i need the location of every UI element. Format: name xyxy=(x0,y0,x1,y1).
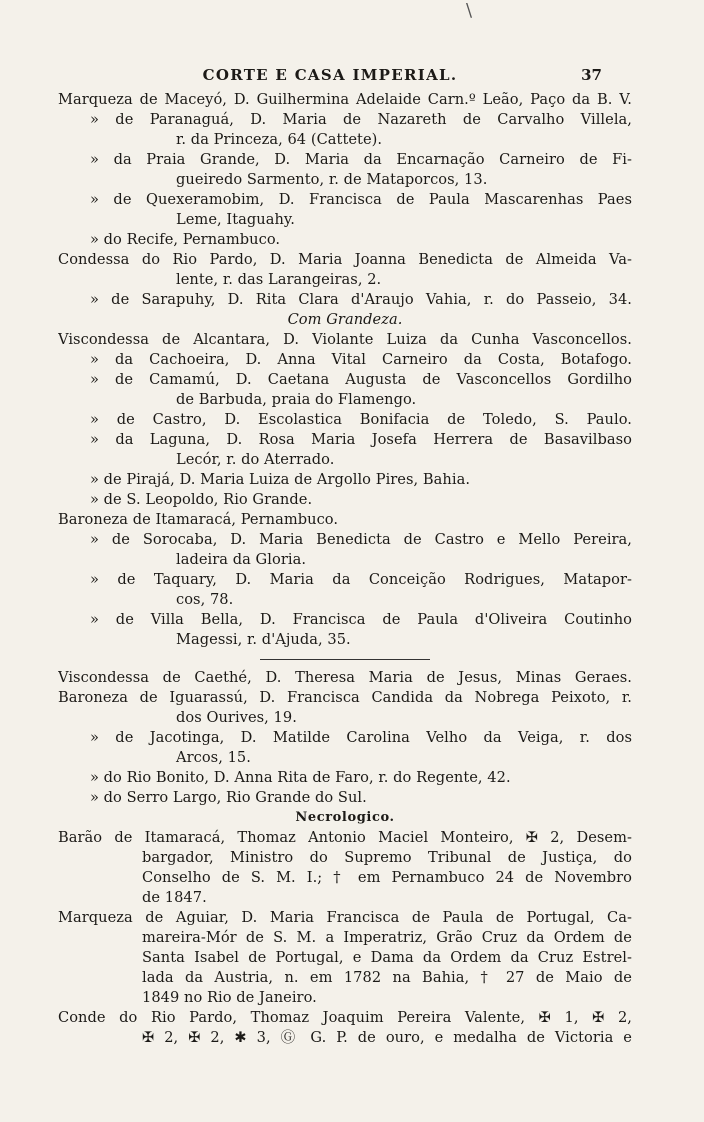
entry-line: » do Serro Largo, Rio Grande do Sul. xyxy=(90,789,367,806)
entry-line: » do Recife, Pernambuco. xyxy=(90,231,281,248)
page-title: CORTE E CASA IMPERIAL. xyxy=(202,66,458,84)
entry-line: Viscondessa de Caethé, D. Theresa Maria de Jesus, Minas Geraes. xyxy=(58,669,632,686)
entry-line: » de Pirajá, D. Maria Luiza de Argollo Pires, Bahia. xyxy=(90,471,471,488)
entry-line: Lecór, r. do Aterrado. xyxy=(176,451,335,468)
entry-line: Viscondessa de Alcantara, D. Violante Luiza da Cunha Vasconcellos. xyxy=(58,331,632,348)
entry-line: » da Praia Grande, D. Maria da Encarnação Carneiro de Fi- xyxy=(90,151,632,168)
entry-line: ladeira da Gloria. xyxy=(176,551,307,568)
entry-line: Condessa do Rio Pardo, D. Maria Joanna Benedicta de Almeida Va- xyxy=(58,251,632,268)
entry-line: » de Camamú, D. Caetana Augusta de Vasconcellos Gordilho xyxy=(90,371,632,388)
entry-line: de 1847. xyxy=(142,889,207,906)
page-number: 37 xyxy=(581,66,602,84)
section-divider xyxy=(58,650,632,668)
entry-line: » de Villa Bella, D. Francisca de Paula d'Oliveira Coutinho xyxy=(90,611,632,628)
entry-line: » de Paranaguá, D. Maria de Nazareth de Carvalho Villela, xyxy=(90,111,632,128)
entry-line: Barão de Itamaracá, Thomaz Antonio Maciel Monteiro, ✠ 2, Desem- xyxy=(58,829,632,846)
entry-line: Conselho de S. M. I.; † em Pernambuco 24 de Novembro xyxy=(142,869,632,886)
entry-line: » da Cachoeira, D. Anna Vital Carneiro da Costa, Botafogo. xyxy=(90,351,632,368)
entry-line: » de Jacotinga, D. Matilde Carolina Velho da Veiga, r. dos xyxy=(90,729,632,746)
entry-line: Marqueza de Maceyó, D. Guilhermina Adelaide Carn.º Leão, Paço da B. V. xyxy=(58,91,632,108)
entry-line: Baroneza de Iguarassú, D. Francisca Candida da Nobrega Peixoto, r. xyxy=(58,689,632,706)
entry-line: 1849 no Rio de Janeiro. xyxy=(142,989,317,1006)
section-heading: Com Grandeza. xyxy=(287,311,403,328)
entry-line: dos Ourives, 19. xyxy=(176,709,297,726)
entry-line: Baroneza de Itamaracá, Pernambuco. xyxy=(58,511,339,528)
margin-mark: \ xyxy=(466,0,473,21)
entry-line: de Barbuda, praia do Flamengo. xyxy=(176,391,417,408)
entry-line: Conde do Rio Pardo, Thomaz Joaquim Pereira Valente, ✠ 1, ✠ 2, xyxy=(58,1009,632,1026)
entry-line: Marqueza de Aguiar, D. Maria Francisca de Paula de Portugal, Ca- xyxy=(58,909,632,926)
entry-line: » de Sarapuhy, D. Rita Clara d'Araujo Vahia, r. do Passeio, 34. xyxy=(90,291,632,308)
entry-line: Magessi, r. d'Ajuda, 35. xyxy=(176,631,351,648)
entry-line: bargador, Ministro do Supremo Tribunal de Justiça, do xyxy=(142,849,632,866)
section-heading: Necrologico. xyxy=(295,810,395,825)
entry-line: » do Rio Bonito, D. Anna Rita de Faro, r. do Regente, 42. xyxy=(90,769,511,786)
running-header xyxy=(0,64,704,88)
entry-line: lada da Austria, n. em 1782 na Bahia, † 27 de Maio de xyxy=(142,969,632,986)
entry-line: gueiredo Sarmento, r. de Mataporcos, 13. xyxy=(176,171,488,188)
entry-line: » de Sorocaba, D. Maria Benedicta de Castro e Mello Pereira, xyxy=(90,531,632,548)
entry-line: lente, r. das Larangeiras, 2. xyxy=(176,271,382,288)
entry-line: Leme, Itaguahy. xyxy=(176,211,295,228)
entry-line: » de Taquary, D. Maria da Conceição Rodrigues, Matapor- xyxy=(90,571,632,588)
page-body xyxy=(58,90,632,1048)
entry-line: » de Quexeramobim, D. Francisca de Paula Mascarenhas Paes xyxy=(90,191,632,208)
entry-line: mareira-Mór de S. M. a Imperatriz, Grão Cruz da Ordem de xyxy=(142,929,632,946)
entry-line: Arcos, 15. xyxy=(176,749,251,766)
entry-line: » da Laguna, D. Rosa Maria Josefa Herrera de Basavilbaso xyxy=(90,431,632,448)
entry-line: r. da Princeza, 64 (Cattete). xyxy=(176,131,383,148)
entry-line: » de Castro, D. Escolastica Bonifacia de Toledo, S. Paulo. xyxy=(90,411,632,428)
entry-line: ✠ 2, ✠ 2, ✱ 3, Ⓖ G. P. de ouro, e medalha de Victoria e xyxy=(142,1029,632,1046)
entry-line: » de S. Leopoldo, Rio Grande. xyxy=(90,491,313,508)
entry-line: Santa Isabel de Portugal, e Dama da Ordem da Cruz Estrel- xyxy=(142,949,632,966)
entry-line: cos, 78. xyxy=(176,591,234,608)
